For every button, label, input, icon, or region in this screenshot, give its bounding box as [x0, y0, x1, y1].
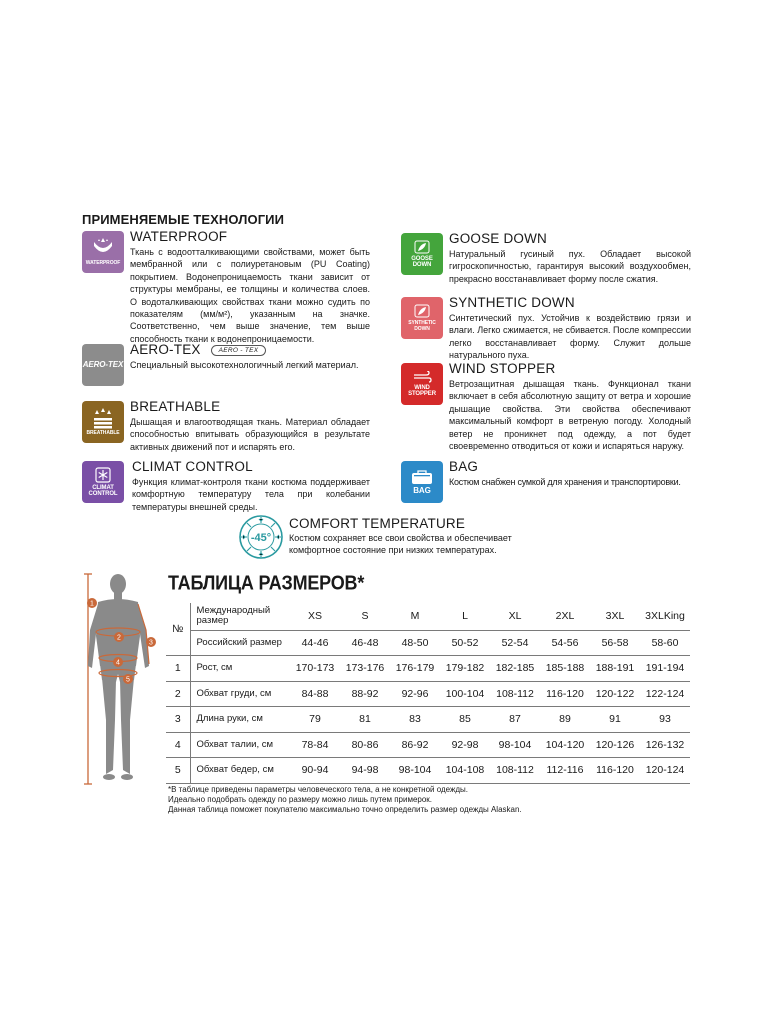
size-cell: 87: [490, 707, 540, 733]
size-cell: 120-126: [590, 732, 640, 758]
synthetic-title: SYNTHETIC DOWN: [449, 295, 575, 310]
size-cell: 94-98: [340, 758, 390, 784]
waterproof-description: Ткань с водоотталкивающими свойствами, может быть мембранной или с полиуретановым (PU Coating) покрытием. Водонепроницаемость ткани зависит от структуры мембраны, ее толщины и количества слоев. О водоталкивающих свойствах ткани можно судить по показателям (мм/м²), указанным на значке. Соответственно, чем выше значение, тем выше способность ткани к водонепроницаемости.: [130, 247, 370, 344]
note-line: Данная таблица поможет покупателю максимально точно определить размер одежды Alaskan.: [168, 805, 522, 814]
size-cell: 176-179: [390, 656, 440, 682]
size-cell: 182-185: [490, 656, 540, 682]
size-cell: 86-92: [390, 732, 440, 758]
bag-description: Костюм снабжен сумкой для хранения и транспортировки.: [449, 477, 681, 487]
technologies-heading: ПРИМЕНЯЕМЫЕ ТЕХНОЛОГИИ: [82, 212, 285, 227]
russian-size-label: Российский размер: [190, 630, 290, 656]
international-size-label: Международный размер: [190, 603, 290, 630]
size-cell: 100-104: [440, 681, 490, 707]
row-number: 3: [166, 707, 190, 733]
bag-badge-label: BAG: [413, 486, 431, 495]
synthetic-description: Синтетический пух. Устойчив к воздействию грязи и влаги. Легко сжимается, не сбивается. После компрессии легко восстанавливает форму. Служит дольше натурального пуха.: [449, 313, 691, 361]
number-column-header: №: [166, 603, 190, 656]
tech-wind-stopper: [401, 361, 691, 453]
size-cell: 112-116: [540, 758, 590, 784]
body-measurement-figure: [78, 570, 168, 790]
size-cell: 91: [590, 707, 640, 733]
aerotex-badge: [82, 344, 124, 386]
size-cell: 54-56: [540, 630, 590, 656]
row-label: Длина руки, см: [190, 707, 290, 733]
comfort-temperature-icon: [238, 514, 284, 560]
row-label: Рост, см: [190, 656, 290, 682]
size-cell: L: [440, 603, 490, 630]
size-cell: 108-112: [490, 681, 540, 707]
size-cell: 120-124: [640, 758, 690, 784]
climat-badge: [82, 461, 124, 503]
tech-synthetic-down: [401, 295, 691, 361]
size-cell: 84-88: [290, 681, 340, 707]
russian-size-row: [166, 630, 690, 656]
goose-badge: [401, 233, 443, 275]
table-row: [166, 681, 690, 707]
marker-2-label: 2: [117, 634, 121, 642]
comfort-title: COMFORT TEMPERATURE: [289, 516, 466, 531]
waterproof-badge-label: WATERPROOF: [85, 259, 121, 266]
marker-1: [87, 598, 97, 608]
size-cell: 2XL: [540, 603, 590, 630]
aerotex-title-text: AERO-TEX: [130, 342, 201, 357]
size-cell: 48-50: [390, 630, 440, 656]
marker-3: [146, 637, 156, 647]
size-cell: 185-188: [540, 656, 590, 682]
size-cell: 81: [340, 707, 390, 733]
marker-1-label: 1: [90, 600, 94, 608]
tech-comfort-temperature: [238, 514, 558, 560]
row-number: 1: [166, 656, 190, 682]
size-cell: 98-104: [490, 732, 540, 758]
comfort-description-line1: Костюм сохраняет все свои свойства и обеспечивает: [289, 533, 512, 543]
climat-title: CLIMAT CONTROL: [132, 459, 253, 474]
waterproof-icon: [90, 238, 116, 260]
climat-badge-label-2: CONTROL: [88, 491, 118, 497]
size-cell: M: [390, 603, 440, 630]
bag-title: BAG: [449, 459, 479, 474]
bag-badge: [401, 461, 443, 503]
row-label: Обхват бедер, см: [190, 758, 290, 784]
size-table: [166, 603, 690, 784]
size-cell: 108-112: [490, 758, 540, 784]
comfort-description-line2: комфортное состояние при низких температурах.: [289, 545, 497, 556]
synthetic-badge-label-2: DOWN: [414, 326, 430, 332]
feather-icon: [414, 240, 430, 254]
size-cell: 170-173: [290, 656, 340, 682]
size-cell: 44-46: [290, 630, 340, 656]
size-table-title: ТАБЛИЦА РАЗМЕРОВ*: [168, 571, 365, 594]
goose-description: Натуральный гусиный пух. Обладает высокой гигроскопичностью, гарантируя высокий воздухообмен, прекрасно восстанавливает форму после сжатия.: [449, 249, 691, 284]
tech-aerotex: [82, 342, 372, 388]
size-cell: 92-98: [440, 732, 490, 758]
size-cell: 188-191: [590, 656, 640, 682]
marker-5: [123, 674, 133, 684]
marker-2: [114, 632, 124, 642]
marker-3-label: 3: [149, 639, 153, 647]
synthetic-badge: [401, 297, 443, 339]
size-cell: 89: [540, 707, 590, 733]
note-line: Идеально подобрать одежду по размеру можно лишь путем примерок.: [168, 795, 433, 804]
bag-icon: [410, 469, 434, 485]
wind-icon: [412, 371, 432, 383]
table-row: [166, 656, 690, 682]
size-table-notes: [168, 785, 522, 815]
breathable-badge-label: BREATHABLE: [86, 429, 120, 436]
comfort-temperature-value: -45°: [250, 532, 272, 544]
marker-4: [113, 657, 123, 667]
tech-climat-control: [82, 459, 372, 511]
tech-waterproof: [82, 229, 372, 344]
row-number: 4: [166, 732, 190, 758]
wind-badge-label-2: STOPPER: [408, 391, 436, 397]
size-cell: 120-122: [590, 681, 640, 707]
goose-badge-label-2: DOWN: [412, 262, 432, 268]
breathable-badge: [82, 401, 124, 443]
waterproof-badge: [82, 231, 124, 273]
size-cell: S: [340, 603, 390, 630]
size-cell: 50-52: [440, 630, 490, 656]
climat-badge-label-1: CLIMAT: [92, 484, 114, 491]
size-cell: 56-58: [590, 630, 640, 656]
size-cell: 98-104: [390, 758, 440, 784]
row-number: 5: [166, 758, 190, 784]
marker-4-label: 4: [116, 659, 120, 667]
size-cell: 46-48: [340, 630, 390, 656]
wind-badge-label-1: WIND: [414, 384, 430, 391]
size-cell: 116-120: [540, 681, 590, 707]
feather-icon: [414, 304, 430, 318]
size-cell: XL: [490, 603, 540, 630]
tech-goose-down: [401, 231, 691, 291]
size-cell: 85: [440, 707, 490, 733]
size-cell: 58-60: [640, 630, 690, 656]
row-label: Обхват груди, см: [190, 681, 290, 707]
size-cell: 83: [390, 707, 440, 733]
aerotex-title: [130, 342, 266, 357]
goose-badge-label-1: GOOSE: [411, 255, 433, 262]
tech-breathable: [82, 399, 372, 451]
breathable-title: BREATHABLE: [130, 399, 221, 414]
size-cell: 3XLKing: [640, 603, 690, 630]
waterproof-title: WATERPROOF: [130, 229, 228, 244]
size-cell: 126-132: [640, 732, 690, 758]
size-cell: 90-94: [290, 758, 340, 784]
size-cell: 93: [640, 707, 690, 733]
size-cell: 104-108: [440, 758, 490, 784]
size-cell: 173-176: [340, 656, 390, 682]
wind-description: Ветрозащитная дышащая ткань. Функционал ткани включает в себя абсолютную защиту от ветра и хорошие дышащие свойства. Эти свойства обеспечивают максимальный комфорт в ветреную погоду. Холодный ветер не проникнет под одежду, а пот будет своевременно отводиться от кожи и испаряться наружу.: [449, 379, 691, 452]
size-cell: 191-194: [640, 656, 690, 682]
marker-5-label: 5: [126, 676, 130, 684]
size-cell: 122-124: [640, 681, 690, 707]
size-cell: 104-120: [540, 732, 590, 758]
aerotex-badge-label: AERO-TEX: [82, 360, 124, 369]
size-cell: 92-96: [390, 681, 440, 707]
climat-description: Функция климат-контроля ткани костюма поддерживает комфортную температуру тела при колебании температуры внешней среды.: [132, 477, 370, 512]
note-line: *В таблице приведены параметры человеческого тела, а не конкретной одежды.: [168, 785, 469, 794]
size-cell: 80-86: [340, 732, 390, 758]
size-cell: 52-54: [490, 630, 540, 656]
tech-bag: [401, 459, 691, 503]
breathable-description: Дышащая и влагоотводящая ткань. Материал обладает способностью впитывать образующийся в результате активных движений пот и испарять его.: [130, 417, 370, 452]
table-row: [166, 758, 690, 784]
size-cell: 78-84: [290, 732, 340, 758]
size-cell: XS: [290, 603, 340, 630]
table-row: [166, 707, 690, 733]
wind-badge: [401, 363, 443, 405]
size-cell: 116-120: [590, 758, 640, 784]
breathable-icon: [91, 408, 115, 430]
snowflake-icon: [95, 467, 111, 483]
comfort-description: [289, 532, 569, 557]
row-number: 2: [166, 681, 190, 707]
table-row: [166, 732, 690, 758]
wind-title: WIND STOPPER: [449, 361, 556, 376]
aerotex-description: Специальный высокотехнологичный легкий материал.: [130, 360, 359, 370]
size-table-header-row: [166, 603, 690, 630]
size-cell: 179-182: [440, 656, 490, 682]
aerotex-logo: AERO - TEX: [211, 345, 267, 356]
goose-title: GOOSE DOWN: [449, 231, 548, 246]
size-cell: 3XL: [590, 603, 640, 630]
size-cell: 79: [290, 707, 340, 733]
size-cell: 88-92: [340, 681, 390, 707]
synthetic-badge-label-1: SYNTHETIC: [408, 319, 436, 326]
row-label: Обхват талии, см: [190, 732, 290, 758]
